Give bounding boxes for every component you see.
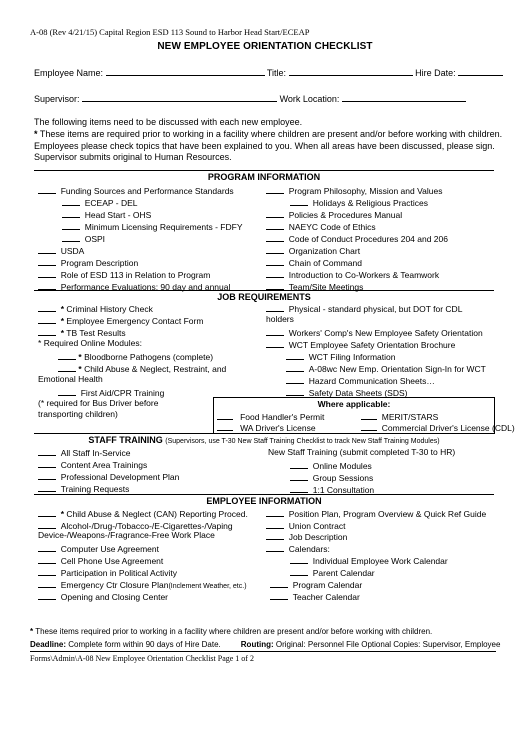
page-title: NEW EMPLOYEE ORIENTATION CHECKLIST — [157, 41, 373, 52]
check-blank[interactable] — [266, 326, 284, 336]
hire-date-label: Hire Date: — [415, 68, 456, 78]
checklist-item[interactable]: NAEYC Code of Ethics — [266, 220, 376, 232]
check-blank[interactable] — [38, 314, 56, 324]
check-blank[interactable] — [290, 554, 308, 564]
page-footer: Forms\Admin\A-08 New Employee Orientation Checklist Page 1 of 2 — [30, 654, 254, 663]
checklist-item[interactable]: Safety Data Sheets (SDS) — [286, 386, 407, 398]
checklist-item[interactable]: Calendars: — [266, 542, 330, 554]
check-blank[interactable] — [38, 507, 56, 517]
check-blank[interactable] — [38, 184, 56, 194]
check-blank[interactable] — [290, 483, 308, 493]
checklist-item[interactable]: WA Driver's License — [217, 421, 316, 433]
check-blank[interactable] — [290, 566, 308, 576]
checklist-item[interactable]: WCT Filing Information — [286, 350, 396, 362]
check-blank[interactable] — [217, 410, 233, 420]
required-star-icon: * — [60, 509, 65, 519]
check-blank[interactable] — [62, 208, 80, 218]
staff-training-heading: STAFF TRAINING (Supervisors, use T-30 New Staff Training Checklist to track New Staff Training Modules) — [34, 433, 494, 446]
checklist-item[interactable]: Training Requests — [38, 482, 129, 494]
check-blank[interactable] — [38, 578, 56, 588]
checklist-item[interactable]: * Child Abuse & Neglect, Restraint, and — [58, 362, 226, 374]
check-blank[interactable] — [38, 458, 56, 468]
deadline-text: Complete form within 90 days of Hire Date. — [68, 640, 221, 649]
checklist-item[interactable]: Team/Site Meetings — [266, 280, 363, 292]
employee-name-row — [34, 66, 503, 78]
checklist-item-continued: Emotional Health — [38, 374, 103, 384]
check-blank[interactable] — [266, 302, 284, 312]
check-blank[interactable] — [290, 471, 308, 481]
checklist-item[interactable]: Computer Use Agreement — [38, 542, 159, 554]
supervisor-label: Supervisor: — [34, 94, 80, 104]
checklist-item[interactable]: Organization Chart — [266, 244, 360, 256]
check-blank[interactable] — [266, 244, 284, 254]
check-blank[interactable] — [286, 362, 304, 372]
checklist-item[interactable]: Cell Phone Use Agreement — [38, 554, 163, 566]
check-blank[interactable] — [38, 280, 56, 290]
checklist-item[interactable]: Performance Evaluations: 90 day and annual — [38, 280, 230, 292]
checklist-item[interactable]: Holidays & Religious Practices — [290, 196, 428, 208]
checklist-item[interactable]: Online Modules — [290, 459, 372, 471]
checklist-item[interactable]: Individual Employee Work Calendar — [290, 554, 448, 566]
work-location-field[interactable] — [342, 92, 466, 102]
check-blank[interactable] — [58, 350, 76, 360]
check-blank[interactable] — [38, 302, 56, 312]
check-blank[interactable] — [266, 530, 284, 540]
checklist-item[interactable]: OSPI — [62, 232, 105, 244]
checklist-item[interactable]: 1:1 Consultation — [290, 483, 374, 495]
checklist-item[interactable]: All Staff In-Service — [38, 446, 131, 458]
check-blank[interactable] — [38, 482, 56, 492]
check-blank[interactable] — [38, 542, 56, 552]
check-blank[interactable] — [38, 566, 56, 576]
checklist-item[interactable]: Minimum Licensing Requirements - FDFY — [62, 220, 243, 232]
checklist-item[interactable]: Content Area Trainings — [38, 458, 147, 470]
checklist-item[interactable]: * Employee Emergency Contact Form — [38, 314, 203, 326]
checklist-item[interactable]: USDA — [38, 244, 84, 256]
checklist-item[interactable]: * Child Abuse & Neglect (CAN) Reporting Proced. — [38, 507, 248, 519]
employee-name-label: Employee Name: — [34, 68, 104, 78]
checklist-item[interactable]: Professional Development Plan — [38, 470, 179, 482]
checklist-item[interactable]: Parent Calendar — [290, 566, 375, 578]
where-applicable-heading: Where applicable: — [317, 399, 391, 409]
check-blank[interactable] — [38, 519, 56, 529]
employee-name-field[interactable] — [106, 66, 265, 76]
check-blank[interactable] — [290, 459, 308, 469]
footer-divider — [30, 651, 496, 652]
checklist-item[interactable]: Opening and Closing Center — [38, 590, 168, 602]
checklist-item[interactable]: MERIT/STARS — [361, 410, 438, 422]
check-blank[interactable] — [217, 421, 233, 431]
check-blank[interactable] — [38, 554, 56, 564]
intro-line-3: Employees please check topics that have been explained to you. When all areas have been discussed, please sign. — [34, 141, 495, 151]
hire-date-field[interactable] — [458, 66, 503, 76]
deadline-label: Deadline: — [30, 640, 67, 649]
required-star-icon: * — [60, 316, 65, 326]
check-blank[interactable] — [286, 350, 304, 360]
check-blank[interactable] — [62, 220, 80, 230]
checklist-item[interactable]: First Aid/CPR Training — [58, 386, 164, 398]
checklist-item[interactable]: Group Sessions — [290, 471, 373, 483]
check-blank[interactable] — [266, 338, 284, 348]
check-blank[interactable] — [266, 507, 284, 517]
checklist-item[interactable]: * TB Test Results — [38, 326, 126, 338]
check-blank[interactable] — [266, 268, 284, 278]
check-blank[interactable] — [290, 196, 308, 206]
checklist-item[interactable]: Workers' Comp's New Employee Safety Orientation — [266, 326, 483, 338]
check-blank[interactable] — [38, 446, 56, 456]
routing-text: Original: Personnel File Optional Copies: Supervisor, Employee — [275, 640, 501, 649]
intro-line-2: * These items are required prior to working in a facility where children are present and/or before working with children. — [34, 129, 503, 139]
check-blank[interactable] — [266, 232, 284, 242]
checklist-item[interactable]: Program Description — [38, 256, 138, 268]
check-blank[interactable] — [266, 220, 284, 230]
required-star-icon: * — [60, 328, 65, 338]
checklist-item[interactable]: Participation in Political Activity — [38, 566, 177, 578]
checklist-item[interactable]: Role of ESD 113 in Relation to Program — [38, 268, 210, 280]
check-blank[interactable] — [361, 421, 377, 431]
work-location-label: Work Location: — [279, 94, 340, 104]
check-blank[interactable] — [38, 256, 56, 266]
checklist-item-continued: holders — [266, 314, 294, 324]
checklist-item[interactable]: Policies & Procedures Manual — [266, 208, 402, 220]
checklist-item[interactable]: ECEAP - DEL — [62, 196, 138, 208]
checklist-item[interactable]: Introduction to Co-Workers & Teamwork — [266, 268, 439, 280]
check-blank[interactable] — [58, 386, 76, 396]
staff-training-note: (Supervisors, use T-30 New Staff Training Checklist to track New Staff Training Modules) — [165, 438, 440, 445]
check-blank[interactable] — [62, 196, 80, 206]
check-blank[interactable] — [38, 326, 56, 336]
check-blank[interactable] — [58, 362, 76, 372]
required-star-icon: * — [34, 129, 38, 139]
checklist-item[interactable]: Code of Conduct Procedures 204 and 206 — [266, 232, 448, 244]
checklist-item[interactable]: Emergency Ctr Closure Plan(Inclement Weather, etc.) — [38, 578, 247, 590]
checklist-item[interactable]: Physical - standard physical, but DOT for CDL — [266, 302, 462, 314]
online-modules-label: * Required Online Modules: — [38, 338, 142, 348]
bus-driver-note: (* required for Bus Driver before — [38, 398, 159, 408]
check-blank[interactable] — [286, 374, 304, 384]
title-field[interactable] — [289, 66, 413, 76]
intro-line-4: Supervisor submits original to Human Resources. — [34, 152, 232, 162]
checklist-item[interactable]: Commercial Driver's License (CDL) — [361, 421, 515, 433]
title-label: Title: — [266, 68, 287, 78]
program-information-heading: PROGRAM INFORMATION — [34, 170, 494, 183]
check-blank[interactable] — [270, 590, 288, 600]
check-blank[interactable] — [266, 256, 284, 266]
checklist-item[interactable]: Chain of Command — [266, 256, 362, 268]
check-blank[interactable] — [38, 244, 56, 254]
required-star-icon: * — [78, 364, 82, 374]
checklist-item[interactable]: * Criminal History Check — [38, 302, 153, 314]
new-staff-training-label: New Staff Training (submit completed T-30 to HR) — [268, 447, 456, 457]
checklist-item[interactable]: Head Start - OHS — [62, 208, 151, 220]
check-blank[interactable] — [38, 470, 56, 480]
intro-line-1: The following items need to be discussed with each new employee. — [34, 117, 303, 127]
deadline-routing — [30, 640, 500, 649]
required-star-icon: * — [60, 304, 65, 314]
supervisor-row — [34, 92, 466, 104]
check-blank[interactable] — [266, 542, 284, 552]
bus-driver-note-continued: transporting children) — [38, 409, 118, 419]
checklist-item[interactable]: Union Contract — [266, 519, 345, 531]
check-blank[interactable] — [266, 280, 284, 290]
checklist-item[interactable]: WCT Employee Safety Orientation Brochure — [266, 338, 455, 350]
check-blank[interactable] — [286, 386, 304, 396]
footer-note: * These items required prior to working in a facility where children are present and/or before working with children. — [30, 627, 433, 636]
required-star-icon: * — [78, 352, 82, 362]
required-star-icon: * — [30, 627, 34, 636]
checklist-item[interactable]: * Bloodborne Pathogens (complete) — [58, 350, 213, 362]
employee-information-heading: EMPLOYEE INFORMATION — [34, 494, 494, 507]
checklist-item[interactable]: Teacher Calendar — [270, 590, 360, 602]
checklist-item[interactable]: Job Description — [266, 530, 347, 542]
check-blank[interactable] — [266, 519, 284, 529]
checklist-item-continued: Device-/Weapons-/Fragrance-Free Work Place — [38, 530, 215, 540]
checklist-item[interactable]: Food Handler's Permit — [217, 410, 324, 422]
form-code: A-08 (Rev 4/21/15) Capital Region ESD 113 Sound to Harbor Head Start/ECEAP — [30, 27, 310, 37]
check-blank[interactable] — [266, 184, 284, 194]
check-blank[interactable] — [38, 268, 56, 278]
checklist-item[interactable]: Position Plan, Program Overview & Quick Ref Guide — [266, 507, 486, 519]
checklist-item[interactable]: Program Calendar — [270, 578, 362, 590]
check-blank[interactable] — [62, 232, 80, 242]
checklist-item[interactable]: Alcohol-/Drug-/Tobacco-/E-Cigarettes-/Vaping — [38, 519, 233, 531]
check-blank[interactable] — [266, 208, 284, 218]
routing-label: Routing: — [240, 640, 274, 649]
checklist-item[interactable]: Funding Sources and Performance Standards — [38, 184, 234, 196]
supervisor-field[interactable] — [82, 92, 277, 102]
check-blank[interactable] — [270, 578, 288, 588]
checklist-item[interactable]: A-08wc New Emp. Orientation Sign-In for WCT — [286, 362, 486, 374]
check-blank[interactable] — [38, 590, 56, 600]
checklist-item[interactable]: Program Philosophy, Mission and Values — [266, 184, 442, 196]
check-blank[interactable] — [361, 410, 377, 420]
required-star-icon: * — [38, 338, 42, 348]
checklist-item[interactable]: Hazard Communication Sheets… — [286, 374, 435, 386]
job-requirements-heading: JOB REQUIREMENTS — [34, 290, 494, 303]
